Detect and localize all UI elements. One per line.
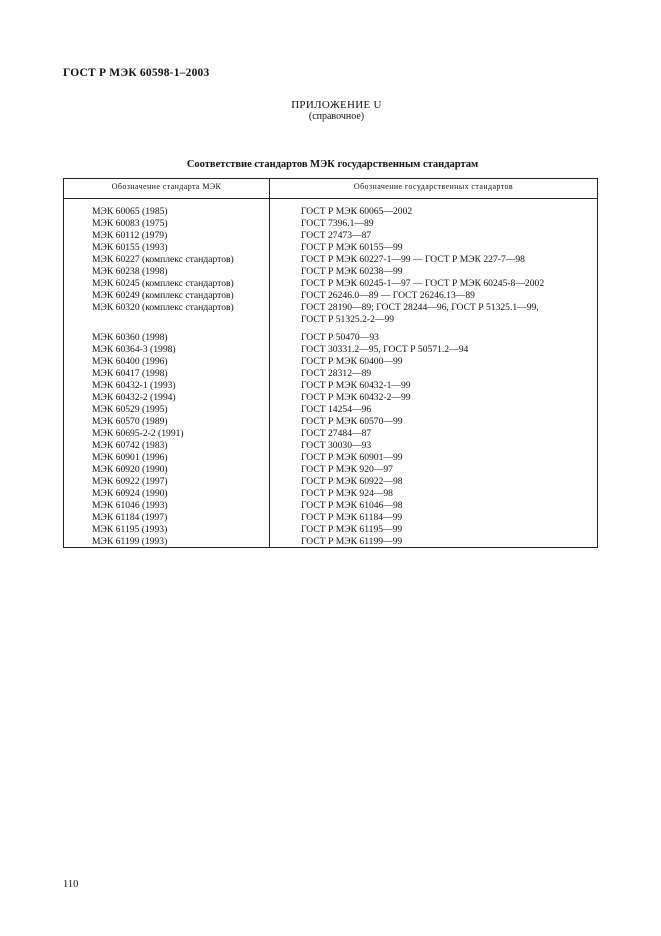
state-standard-line: ГОСТ 28312—89 bbox=[301, 368, 372, 379]
table-row bbox=[64, 206, 597, 218]
table-row bbox=[64, 368, 597, 380]
table-row bbox=[64, 512, 597, 524]
state-standard-line: ГОСТ 7396.1—89 bbox=[301, 218, 374, 229]
state-standard-line: ГОСТ Р МЭК 60432-2—99 bbox=[301, 392, 411, 403]
state-standard-line: ГОСТ Р МЭК 60400—99 bbox=[301, 356, 403, 367]
iec-standard-cell: МЭК 60901 (1996) bbox=[92, 452, 168, 463]
iec-standard-cell: МЭК 60320 (комплекс стандартов) bbox=[92, 302, 234, 313]
iec-standard-cell: МЭК 60360 (1998) bbox=[92, 332, 168, 343]
state-standard-line: ГОСТ Р МЭК 924—98 bbox=[301, 488, 393, 499]
table-body bbox=[64, 206, 597, 548]
table-row bbox=[64, 380, 597, 392]
state-standard-cell bbox=[301, 440, 371, 452]
iec-standard-cell: МЭК 60432-1 (1993) bbox=[92, 380, 176, 391]
state-standard-cell bbox=[301, 452, 403, 464]
state-standard-line: ГОСТ Р МЭК 60432-1—99 bbox=[301, 380, 411, 391]
table-row bbox=[64, 488, 597, 500]
state-standard-line: ГОСТ Р МЭК 920—97 bbox=[301, 464, 393, 475]
iec-standard-cell: МЭК 60400 (1996) bbox=[92, 356, 168, 367]
state-standard-cell bbox=[301, 512, 402, 524]
table-row bbox=[64, 500, 597, 512]
state-standard-line: ГОСТ Р МЭК 61195—99 bbox=[301, 524, 403, 535]
table-row bbox=[64, 218, 597, 230]
table-row bbox=[64, 416, 597, 428]
iec-standard-cell: МЭК 60112 (1979) bbox=[92, 230, 168, 241]
table-row bbox=[64, 242, 597, 254]
state-standard-line: ГОСТ 14254—96 bbox=[301, 404, 372, 415]
iec-standard-cell: МЭК 60083 (1975) bbox=[92, 218, 168, 229]
state-standard-cell bbox=[301, 230, 371, 242]
state-standard-cell bbox=[301, 392, 411, 404]
iec-standard-cell: МЭК 60922 (1997) bbox=[92, 476, 168, 487]
state-standard-line: ГОСТ Р 51325.2-2—99 bbox=[301, 314, 395, 325]
state-standard-line: ГОСТ 27473—87 bbox=[301, 230, 372, 241]
iec-standard-cell: МЭК 60249 (комплекс стандартов) bbox=[92, 290, 234, 301]
iec-standard-cell: МЭК 60570 (1989) bbox=[92, 416, 168, 427]
state-standard-cell bbox=[301, 266, 403, 278]
iec-standard-cell: МЭК 61046 (1993) bbox=[92, 500, 168, 511]
state-standard-line: ГОСТ Р МЭК 60245-1—97 — ГОСТ Р МЭК 60245-8—2002 bbox=[301, 278, 545, 289]
state-standard-line: ГОСТ Р МЭК 60922—98 bbox=[301, 476, 403, 487]
iec-standard-cell: МЭК 61195 (1993) bbox=[92, 524, 168, 535]
table-title: Соответствие стандартов МЭК государственным стандартам bbox=[186, 159, 479, 170]
state-standard-cell bbox=[301, 536, 402, 548]
state-standard-line: ГОСТ 30331.2—95, ГОСТ Р 50571.2—94 bbox=[301, 344, 469, 355]
state-standard-cell bbox=[301, 416, 403, 428]
state-standard-line: ГОСТ Р 50470—93 bbox=[301, 332, 379, 343]
state-standard-line: ГОСТ 28190—89; ГОСТ 28244—96, ГОСТ Р 51325.1—99, bbox=[301, 302, 539, 313]
state-standard-cell bbox=[301, 242, 403, 254]
state-standard-line: ГОСТ Р МЭК 60155—99 bbox=[301, 242, 403, 253]
iec-standard-cell: МЭК 60227 (комплекс стандартов) bbox=[92, 254, 234, 265]
state-standard-line: ГОСТ Р МЭК 61184—99 bbox=[301, 512, 403, 523]
iec-standard-cell: МЭК 60742 (1983) bbox=[92, 440, 168, 451]
table-row bbox=[64, 452, 597, 464]
table-row bbox=[64, 344, 597, 356]
table-row bbox=[64, 464, 597, 476]
state-standard-cell bbox=[301, 368, 371, 380]
iec-standard-cell: МЭК 60364-3 (1998) bbox=[92, 344, 176, 355]
state-standard-cell bbox=[301, 464, 393, 476]
state-standard-line: ГОСТ Р МЭК 61046—98 bbox=[301, 500, 403, 511]
table-row bbox=[64, 230, 597, 242]
iec-standard-cell: МЭК 60432-2 (1994) bbox=[92, 392, 176, 403]
iec-standard-cell: МЭК 61184 (1997) bbox=[92, 512, 168, 523]
iec-standard-cell: МЭК 60920 (1990) bbox=[92, 464, 168, 475]
state-standard-cell bbox=[301, 302, 539, 326]
iec-standard-cell: МЭК 60238 (1998) bbox=[92, 266, 168, 277]
state-standard-cell bbox=[301, 380, 411, 392]
table-row bbox=[64, 428, 597, 440]
iec-standard-cell: МЭК 60155 (1993) bbox=[92, 242, 168, 253]
standards-table bbox=[63, 178, 598, 548]
iec-standard-cell: МЭК 60924 (1990) bbox=[92, 488, 168, 499]
appendix-note: (справочное) bbox=[308, 111, 365, 122]
state-standard-cell bbox=[301, 332, 379, 344]
header-state-standards: Обозначение государственных стандартов bbox=[353, 182, 514, 191]
table-row bbox=[64, 536, 597, 548]
iec-standard-cell: МЭК 60695-2-2 (1991) bbox=[92, 428, 184, 439]
state-standard-cell bbox=[301, 290, 475, 302]
header-iec-standard: Обозначение стандарта МЭК bbox=[111, 182, 222, 191]
state-standard-line: ГОСТ Р МЭК 60065—2002 bbox=[301, 206, 413, 217]
state-standard-cell bbox=[301, 254, 525, 266]
state-standard-line: ГОСТ Р МЭК 61199—99 bbox=[301, 536, 403, 547]
state-standard-cell bbox=[301, 524, 402, 536]
state-standard-line: ГОСТ Р МЭК 60901—99 bbox=[301, 452, 403, 463]
iec-standard-cell: МЭК 60529 (1995) bbox=[92, 404, 168, 415]
state-standard-line: ГОСТ 27484—87 bbox=[301, 428, 372, 439]
table-row bbox=[64, 266, 597, 278]
state-standard-line: ГОСТ Р МЭК 60238—99 bbox=[301, 266, 403, 277]
state-standard-cell bbox=[301, 476, 403, 488]
table-row bbox=[64, 356, 597, 368]
table-row bbox=[64, 254, 597, 266]
table-row bbox=[64, 332, 597, 344]
table-row bbox=[64, 392, 597, 404]
table-row bbox=[64, 476, 597, 488]
appendix-title: ПРИЛОЖЕНИЕ U bbox=[291, 99, 382, 111]
state-standard-cell bbox=[301, 500, 403, 512]
state-standard-cell bbox=[301, 356, 403, 368]
table-row bbox=[64, 278, 597, 290]
table-row bbox=[64, 302, 597, 326]
iec-standard-cell: МЭК 61199 (1993) bbox=[92, 536, 168, 547]
state-standard-line: ГОСТ Р МЭК 60227-1—99 — ГОСТ Р МЭК 227-7—98 bbox=[301, 254, 525, 265]
table-header bbox=[64, 179, 597, 199]
state-standard-cell bbox=[301, 344, 468, 356]
iec-standard-cell: МЭК 60245 (комплекс стандартов) bbox=[92, 278, 234, 289]
table-row bbox=[64, 290, 597, 302]
page-number: 110 bbox=[63, 879, 79, 890]
state-standard-line: ГОСТ Р МЭК 60570—99 bbox=[301, 416, 403, 427]
document-code: ГОСТ Р МЭК 60598-1–2003 bbox=[63, 67, 210, 79]
state-standard-cell bbox=[301, 488, 393, 500]
state-standard-cell bbox=[301, 404, 371, 416]
table-row bbox=[64, 404, 597, 416]
state-standard-line: ГОСТ 30030—93 bbox=[301, 440, 372, 451]
iec-standard-cell: МЭК 60065 (1985) bbox=[92, 206, 168, 217]
state-standard-line: ГОСТ 26246.0—89 — ГОСТ 26246.13—89 bbox=[301, 290, 475, 301]
state-standard-cell bbox=[301, 206, 412, 218]
state-standard-cell bbox=[301, 428, 371, 440]
state-standard-cell bbox=[301, 218, 374, 230]
iec-standard-cell: МЭК 60417 (1998) bbox=[92, 368, 168, 379]
state-standard-cell bbox=[301, 278, 544, 290]
table-row bbox=[64, 524, 597, 536]
table-row bbox=[64, 440, 597, 452]
